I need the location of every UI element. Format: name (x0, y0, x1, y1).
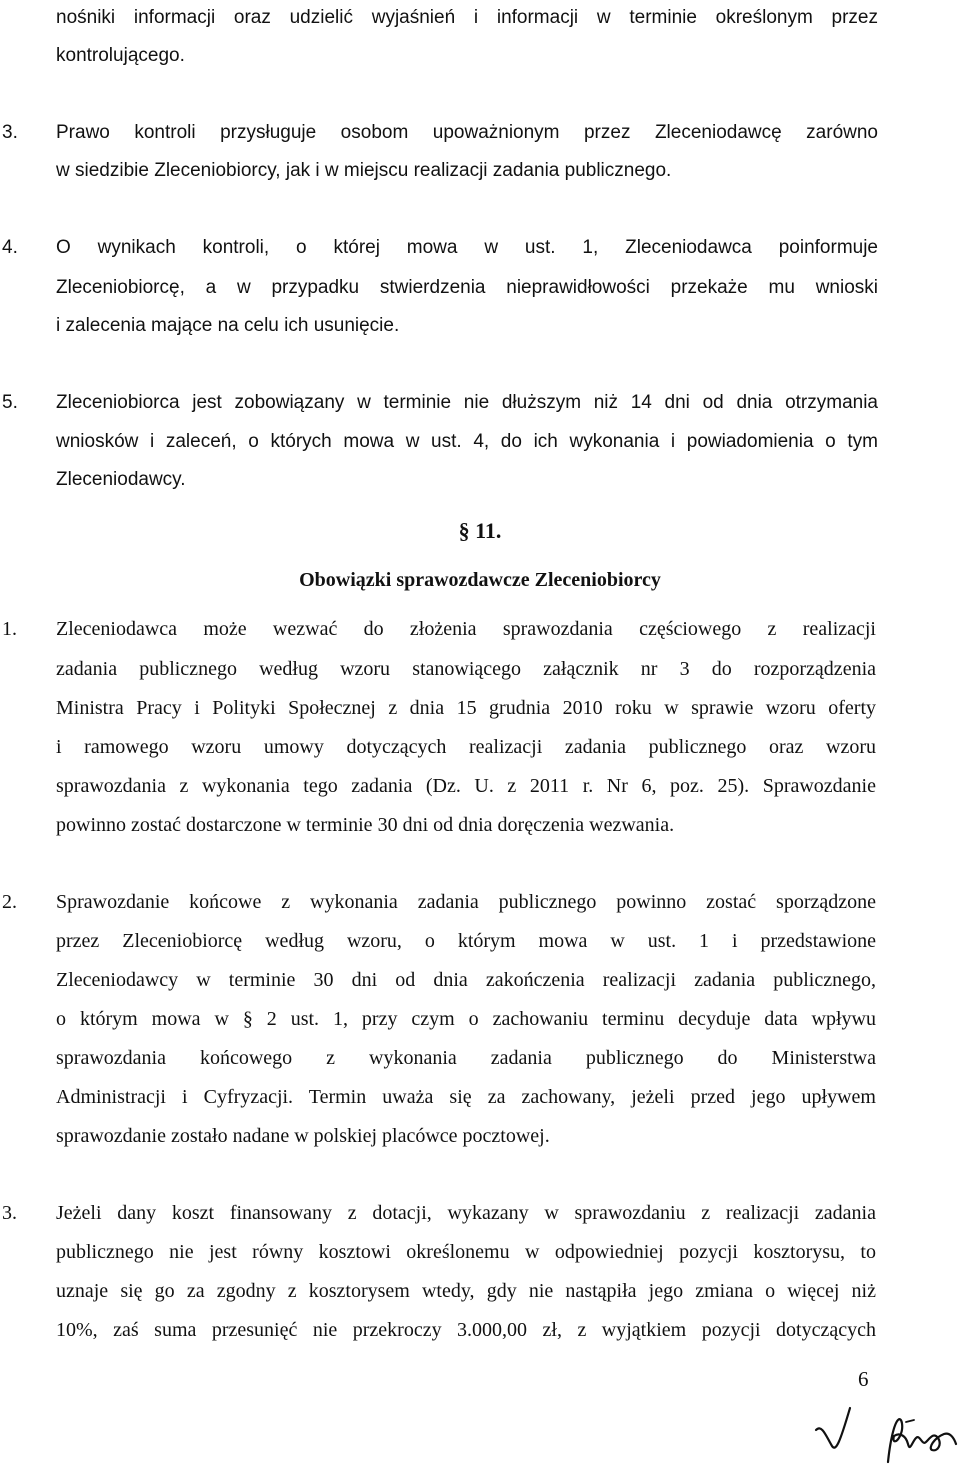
paragraph-line: Administracji i Cyfryzacji. Termin uważa się za zachowany, jeżeli przed jego upływem (56, 1086, 876, 1108)
paragraph-line: przez Zleceniobiorcę według wzoru, o którym mowa w ust. 1 i przedstawione (56, 930, 876, 952)
paragraph-line: Zleceniobiorcę, a w przypadku stwierdzenia nieprawidłowości przekaże mu wnioski (56, 277, 878, 298)
paragraph-line: sprawozdanie zostało nadane w polskiej placówce pocztowej. (56, 1125, 550, 1147)
paragraph-number: 4. (2, 237, 18, 258)
paragraph-line: sprawozdania końcowego z wykonania zadania publicznego do Ministerstwa (56, 1047, 876, 1069)
paragraph-line: Zleceniodawcy w terminie 30 dni od dnia zakończenia realizacji zadania publicznego, (56, 969, 876, 991)
paragraph-line: uznaje się go za zgodny z kosztorysem wtedy, gdy nie nastąpiła jego zmiana o więcej niż (56, 1280, 876, 1302)
paragraph-line: Zleceniodawcy. (56, 469, 186, 490)
paragraph-line: w siedzibie Zleceniobiorcy, jak i w miejscu realizacji zadania publicznego. (56, 160, 672, 181)
paragraph-line: zadania publicznego według wzoru stanowiącego załącznik nr 3 do rozporządzenia (56, 658, 876, 680)
paragraph-line: Zleceniodawca może wezwać do złożenia sprawozdania częściowego z realizacji (56, 618, 876, 640)
page-number: 6 (858, 1367, 869, 1391)
paragraph-line: Zleceniobiorca jest zobowiązany w terminie nie dłuższym niż 14 dni od dnia otrzymania (56, 392, 878, 413)
paragraph-line: sprawozdania z wykonania tego zadania (Dz. U. z 2011 r. Nr 6, poz. 25). Sprawozdanie (56, 775, 876, 797)
paragraph-line: Sprawozdanie końcowe z wykonania zadania publicznego powinno zostać sporządzone (56, 891, 876, 913)
handwritten-initials (810, 1402, 960, 1469)
paragraph-line: Ministra Pracy i Polityki Społecznej z dnia 15 grudnia 2010 roku w sprawie wzoru oferty (56, 697, 876, 719)
paragraph-line: 10%, zaś suma przesunięć nie przekroczy 3.000,00 zł, z wyjątkiem pozycji dotyczących (56, 1319, 876, 1341)
paragraph-line: i ramowego wzoru umowy dotyczących realizacji zadania publicznego oraz wzoru (56, 736, 876, 758)
section-title: Obowiązki sprawozdawcze Zleceniobiorcy (299, 569, 661, 591)
paragraph-line: wniosków i zaleceń, o których mowa w ust. 4, do ich wykonania i powiadomienia o tym (56, 431, 878, 452)
paragraph-line: publicznego nie jest równy kosztowi określonemu w odpowiedniej pozycji kosztorysu, to (56, 1241, 876, 1263)
paragraph-line: i zalecenia mające na celu ich usunięcie. (56, 315, 400, 336)
paragraph-number: 1. (2, 618, 17, 640)
paragraph-line: O wynikach kontroli, o której mowa w ust. 1, Zleceniodawca poinformuje (56, 237, 878, 258)
paragraph-number: 2. (2, 891, 17, 913)
paragraph-line: nośniki informacji oraz udzielić wyjaśnień i informacji w terminie określonym przez (56, 7, 878, 28)
paragraph-line: o którym mowa w § 2 ust. 1, przy czym o zachowaniu terminu decyduje data wpływu (56, 1008, 876, 1030)
paragraph-line: Jeżeli dany koszt finansowany z dotacji, wykazany w sprawozdaniu z realizacji zadania (56, 1202, 876, 1224)
paragraph-number: 3. (2, 122, 18, 143)
section-number: § 11. (458, 518, 502, 543)
paragraph-line: Prawo kontroli przysługuje osobom upoważnionym przez Zleceniodawcę zarówno (56, 122, 878, 143)
paragraph-line: powinno zostać dostarczone w terminie 30 dni od dnia doręczenia wezwania. (56, 814, 675, 836)
paragraph-line: kontrolującego. (56, 45, 185, 66)
paragraph-number: 3. (2, 1202, 17, 1224)
paragraph-number: 5. (2, 392, 18, 413)
